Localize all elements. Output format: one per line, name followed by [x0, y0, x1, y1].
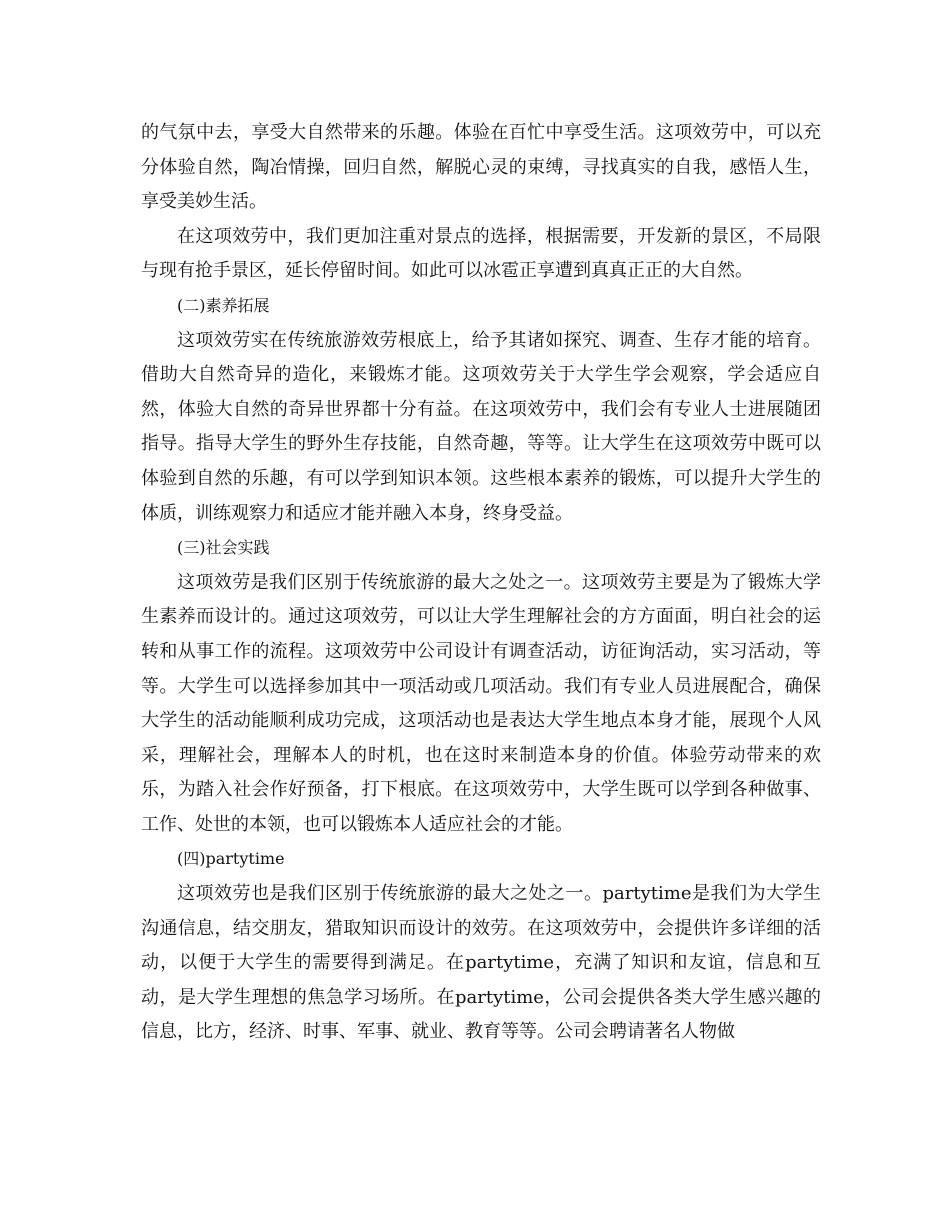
section-heading-3: (三)社会实践: [177, 538, 270, 558]
body-paragraph-5: 这项效劳也是我们区别于传统旅游的最大之处之一。partytime是我们为大学生沟通信息，结交朋友，猎取知识而设计的效劳。在这项效劳中，会提供许多详细的活动，以便于大学生的需要得到满足。在partytime，充满了知识和友谊，信息和互动，是大学生理想的焦急学习场所。在partytime，公司会提供各类大学生感兴趣的信息，比方，经济、时事、军事、就业、教育等等。公司会聘请著名人物做: [141, 883, 821, 1043]
section-heading-4: (四)partytime: [177, 849, 285, 869]
body-paragraph-1: 的气氛中去，享受大自然带来的乐趣。体验在百忙中享受生活。这项效劳中，可以充分体验自然，陶冶情操，回归自然，解脱心灵的束缚，寻找真实的自我，感悟人生，享受美妙生活。: [141, 122, 821, 213]
body-paragraph-3: 这项效劳实在传统旅游效劳根底上，给予其诸如探究、调查、生存才能的培育。借助大自然奇异的造化，来锻炼才能。这项效劳关于大学生学会观察，学会适应自然，体验大自然的奇异世界都十分有益。在这项效劳中，我们会有专业人士进展随团指导。指导大学生的野外生存技能，自然奇趣，等等。让大学生在这项效劳中既可以体验到自然的乐趣，有可以学到知识本领。这些根本素养的锻炼，可以提升大学生的体质，训练观察力和适应才能并融入本身，终身受益。: [141, 329, 821, 524]
document-body: [141, 116, 821, 1050]
body-paragraph-4: 这项效劳是我们区别于传统旅游的最大之处之一。这项效劳主要是为了锻炼大学生素养而设计的。通过这项效劳，可以让大学生理解社会的方方面面，明白社会的运转和从事工作的流程。这项效劳中公司设计有调查活动，访征询活动，实习活动，等等。大学生可以选择参加其中一项活动或几项活动。我们有专业人员进展配合，确保大学生的活动能顺利成功完成，这项活动也是表达大学生地点本身才能，展现个人风采，理解社会，理解本人的时机，也在这时来制造本身的价值。体验劳动带来的欢乐，为踏入社会作好预备，打下根底。在这项效劳中，大学生既可以学到各种做事、工作、处世的本领，也可以锻炼本人适应社会的才能。: [141, 571, 821, 835]
body-paragraph-2: 在这项效劳中，我们更加注重对景点的选择，根据需要，开发新的景区，不局限与现有抢手景区，延长停留时间。如此可以冰雹正享遭到真真正正的大自然。: [141, 225, 821, 282]
section-heading-2: (二)素养拓展: [177, 295, 270, 315]
